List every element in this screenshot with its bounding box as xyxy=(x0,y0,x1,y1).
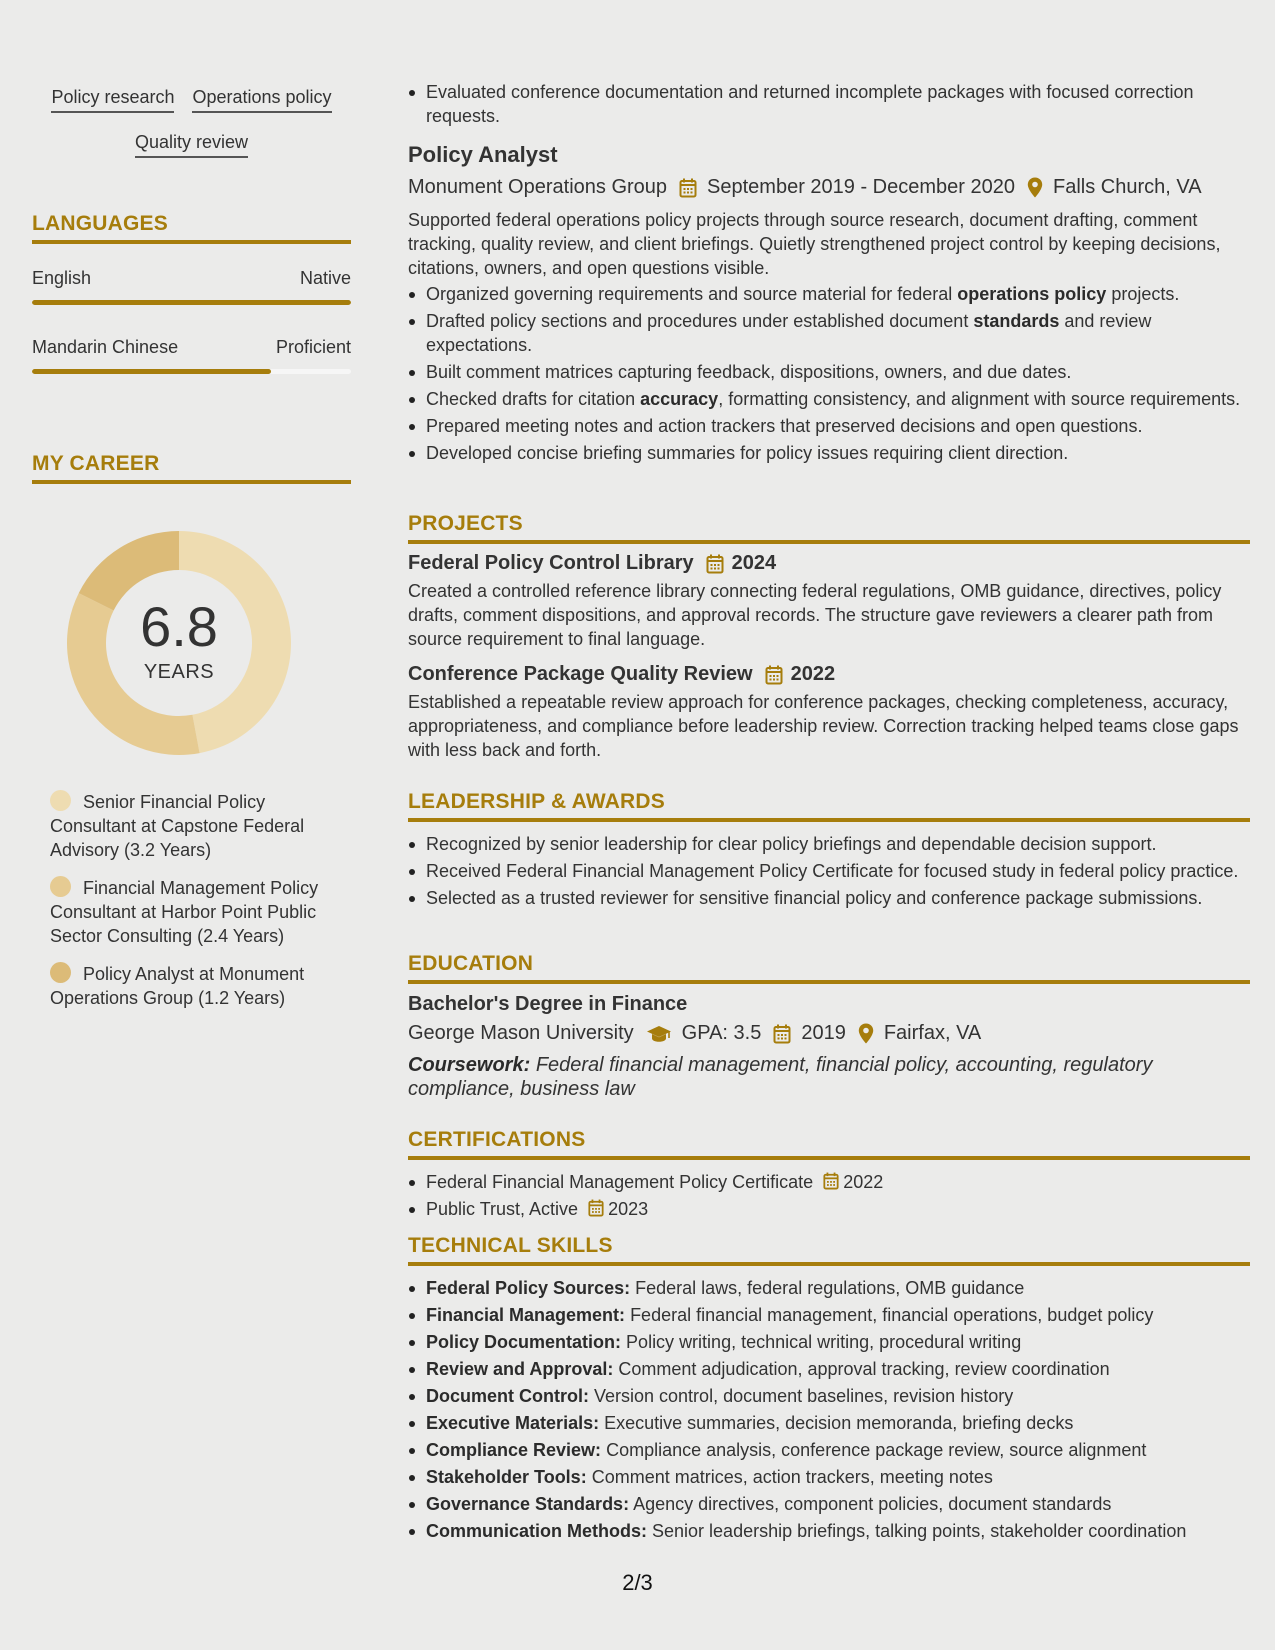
legend-dot-icon xyxy=(50,790,71,811)
career-legend-item: Policy Analyst at Monument Operations Group (1.2 Years) xyxy=(50,964,305,1008)
school-location: Fairfax, VA xyxy=(883,1022,982,1044)
skill-tags xyxy=(32,86,351,176)
technical-skill-item: Executive Materials: Executive summaries, decision memoranda, briefing decks xyxy=(408,1411,1250,1435)
leadership-heading: LEADERSHIP & AWARDS xyxy=(408,790,1250,822)
projects-heading: PROJECTS xyxy=(408,512,1250,544)
career-heading: MY CAREER xyxy=(32,452,351,484)
graduation-year: 2019 xyxy=(801,1022,846,1044)
leadership-bullet: Received Federal Financial Management Policy Certificate for focused study in federal policy practice. xyxy=(408,859,1250,883)
graduation-cap-icon xyxy=(646,1025,672,1043)
project-name: Federal Policy Control Library xyxy=(408,552,694,574)
career-donut-chart xyxy=(66,530,292,756)
certifications-heading: CERTIFICATIONS xyxy=(408,1128,1250,1160)
technical-skill-item: Financial Management: Federal financial management, financial operations, budget policy xyxy=(408,1303,1250,1327)
experience-bullet: Drafted policy sections and procedures under established document standards and review expectations. xyxy=(408,309,1250,357)
language-proficiency-fill xyxy=(32,369,271,374)
skill-tag: Quality review xyxy=(135,131,248,158)
technical-skills-list xyxy=(408,1276,1250,1543)
technical-skill-item: Federal Policy Sources: Federal laws, federal regulations, OMB guidance xyxy=(408,1276,1250,1300)
language-item xyxy=(32,337,351,374)
project-year: 2024 xyxy=(731,552,777,574)
experience-entry xyxy=(408,142,1250,468)
education-section xyxy=(408,952,1250,1101)
technical-skills-section xyxy=(408,1234,1250,1546)
technical-skill-item: Stakeholder Tools: Comment matrices, action trackers, meeting notes xyxy=(408,1465,1250,1489)
certification-item: Federal Financial Management Policy Certificate 2022 xyxy=(408,1170,1250,1194)
technical-skill-item: Compliance Review: Compliance analysis, conference package review, source alignment xyxy=(408,1438,1250,1462)
location-pin-icon xyxy=(858,1023,874,1044)
calendar-icon xyxy=(773,1024,791,1044)
leadership-bullet: Recognized by senior leadership for clear policy briefings and dependable decision support. xyxy=(408,832,1250,856)
language-proficiency-bar xyxy=(32,300,351,305)
job-summary: Supported federal operations policy projects through source research, document drafting, comment tracking, quality review, and client briefings. Quietly strengthened project control by keeping decisions, citations, owners, and open questions visible. xyxy=(408,210,1221,278)
technical-skill-item: Communication Methods: Senior leadership briefings, talking points, stakeholder coordination xyxy=(408,1519,1250,1543)
career-legend-item: Senior Financial Policy Consultant at Capstone Federal Advisory (3.2 Years) xyxy=(50,792,305,860)
projects-section xyxy=(408,512,1250,762)
career-years-unit: YEARS xyxy=(143,660,215,683)
location-pin-icon xyxy=(1027,177,1043,198)
experience-bullet: Developed concise briefing summaries for policy issues requiring client direction. xyxy=(408,441,1250,465)
technical-skill-item: Policy Documentation: Policy writing, technical writing, procedural writing xyxy=(408,1330,1250,1354)
language-level: Proficient xyxy=(275,337,351,357)
technical-skill-item: Document Control: Version control, document baselines, revision history xyxy=(408,1384,1250,1408)
technical-skill-item: Governance Standards: Agency directives, component policies, document standards xyxy=(408,1492,1250,1516)
calendar-icon xyxy=(679,178,697,198)
education-heading: EDUCATION xyxy=(408,952,1250,984)
school-name: George Mason University xyxy=(408,1022,634,1044)
experience-bullet: Built comment matrices capturing feedback, dispositions, owners, and due dates. xyxy=(408,360,1250,384)
language-name: English xyxy=(32,268,92,288)
gpa: GPA: 3.5 xyxy=(681,1022,762,1044)
skill-tag: Operations policy xyxy=(192,86,331,113)
legend-dot-icon xyxy=(50,962,71,983)
previous-job-bullets xyxy=(408,80,1250,131)
calendar-icon xyxy=(588,1199,604,1217)
languages-heading: LANGUAGES xyxy=(32,212,351,244)
language-level: Native xyxy=(299,268,351,288)
language-name: Mandarin Chinese xyxy=(32,337,179,357)
language-item xyxy=(32,268,351,305)
calendar-icon xyxy=(706,554,724,574)
experience-bullet: Prepared meeting notes and action trackers that preserved decisions and open questions. xyxy=(408,414,1250,438)
certification-year: 2022 xyxy=(843,1172,884,1192)
coursework-list: Federal financial management, financial policy, accounting, regulatory compliance, business law xyxy=(408,1054,1153,1100)
job-bullets xyxy=(408,282,1250,465)
language-proficiency-bar xyxy=(32,369,351,374)
certifications-section xyxy=(408,1128,1250,1224)
project-name: Conference Package Quality Review xyxy=(408,663,753,685)
job-location: Falls Church, VA xyxy=(1053,176,1202,198)
experience-bullet: Organized governing requirements and source material for federal operations policy projects. xyxy=(408,282,1250,306)
project-year: 2022 xyxy=(790,663,836,685)
page-number: 2/3 xyxy=(622,1570,653,1595)
certification-year: 2023 xyxy=(608,1199,649,1219)
career-legend-item: Financial Management Policy Consultant at Harbor Point Public Sector Consulting (2.4 Years) xyxy=(50,878,319,946)
education-meta xyxy=(408,1022,1250,1045)
project-entry xyxy=(408,663,1250,762)
leadership-bullet: Selected as a trusted reviewer for sensitive financial policy and conference package submissions. xyxy=(408,886,1250,910)
experience-bullet: Checked drafts for citation accuracy, formatting consistency, and alignment with source requirements. xyxy=(408,387,1250,411)
skill-tag: Policy research xyxy=(51,86,174,113)
degree-title: Bachelor's Degree in Finance xyxy=(408,993,688,1015)
company-name: Monument Operations Group xyxy=(408,176,668,198)
project-entry xyxy=(408,552,1250,651)
career-total-years: 6.8 xyxy=(140,594,218,658)
certification-item: Public Trust, Active 2023 xyxy=(408,1197,1250,1221)
project-description: Established a repeatable review approach for conference packages, checking completeness, accuracy, appropriateness, and compliance before leadership review. Correction tracking helped teams close gaps with less back and forth. xyxy=(408,692,1239,760)
experience-bullet: Evaluated conference documentation and returned incomplete packages with focused correction requests. xyxy=(408,80,1250,128)
calendar-icon xyxy=(765,665,783,685)
coursework xyxy=(408,1053,1250,1101)
job-title: Policy Analyst xyxy=(408,142,558,167)
technical-skill-item: Review and Approval: Comment adjudication, approval tracking, review coordination xyxy=(408,1357,1250,1381)
language-proficiency-fill xyxy=(32,300,351,305)
career-legend xyxy=(50,790,340,1024)
job-dates: September 2019 - December 2020 xyxy=(707,176,1015,198)
leadership-section xyxy=(408,790,1250,913)
technical-skills-heading: TECHNICAL SKILLS xyxy=(408,1234,1250,1266)
project-description: Created a controlled reference library connecting federal regulations, OMB guidance, directives, policy drafts, comment dispositions, and approval records. The structure gave reviewers a clearer path from source requirement to final language. xyxy=(408,581,1222,649)
job-meta xyxy=(408,176,1250,199)
calendar-icon xyxy=(823,1172,839,1190)
legend-dot-icon xyxy=(50,876,71,897)
coursework-label: Coursework: xyxy=(408,1054,531,1076)
